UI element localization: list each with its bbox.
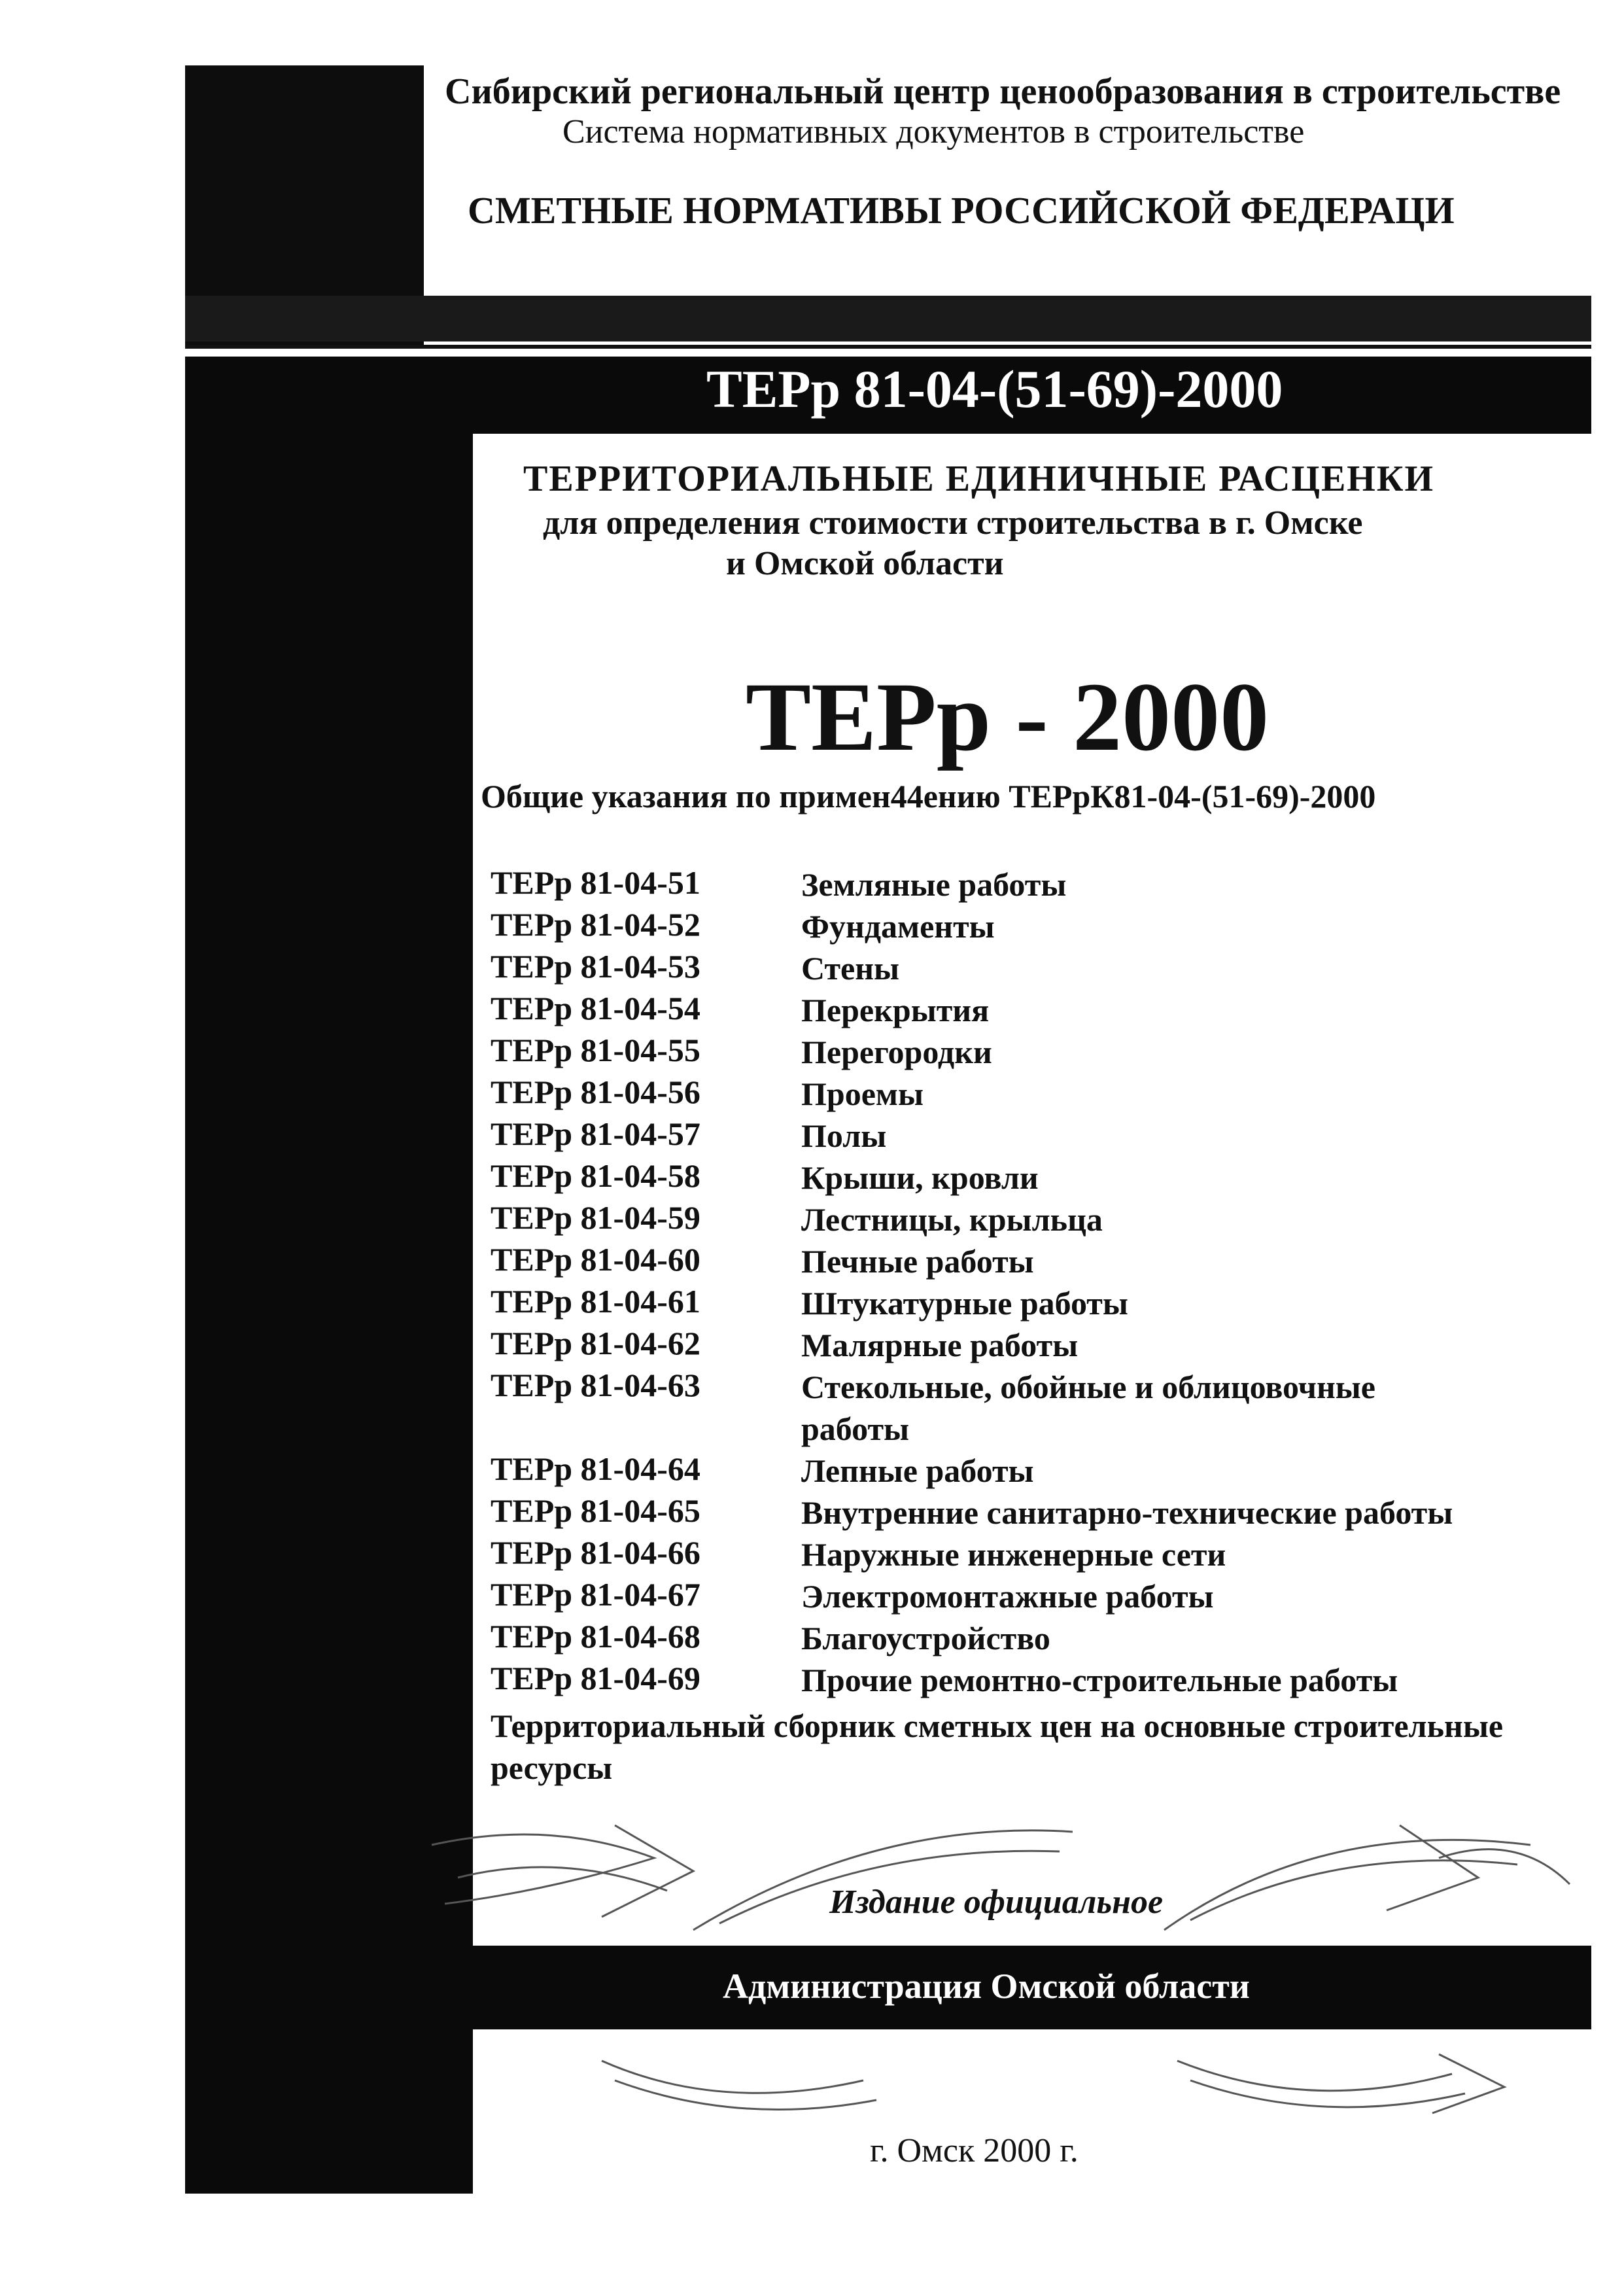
city-year: г. Омск 2000 г. (870, 2132, 1079, 2169)
item-name: Прочие ремонтно-строительные работы (801, 1662, 1398, 1698)
item-name: Земляные работы (801, 866, 1067, 903)
list-item (491, 1533, 1589, 1575)
item-name: Полы (801, 1117, 887, 1154)
list-item (491, 1115, 1589, 1157)
item-name: Стены (801, 950, 900, 987)
edition-label: Издание официальное (829, 1883, 1164, 1921)
territorial-collection: Территориальный сборник сметных цен на основные строительные ресурсы (491, 1708, 1504, 1786)
document-code-title: ТЕРр 81-04-(51-69)-2000 (706, 359, 1283, 419)
publisher-name: Администрация Омской области (723, 1967, 1250, 2006)
item-name: Внутренние санитарно-технические работы (801, 1494, 1453, 1531)
item-name: Лепные работы (801, 1452, 1034, 1489)
subtitle-line-3: и Омской области (726, 545, 1004, 582)
item-code: ТЕРр 81-04-64 (491, 1450, 700, 1487)
item-code: ТЕРр 81-04-62 (491, 1325, 700, 1361)
item-code: ТЕРр 81-04-63 (491, 1367, 700, 1403)
item-code: ТЕРр 81-04-65 (491, 1492, 700, 1529)
item-name: Штукатурные работы (801, 1285, 1128, 1322)
item-code: ТЕРр 81-04-55 (491, 1032, 700, 1068)
main-title: ТЕРр - 2000 (746, 663, 1270, 771)
list-item (491, 1073, 1589, 1115)
list-item (491, 1659, 1589, 1701)
item-name: Фундаменты (801, 908, 995, 945)
list-item (491, 947, 1589, 989)
item-code: ТЕРр 81-04-52 (491, 906, 700, 943)
list-item (491, 864, 1589, 905)
list-item (491, 1282, 1589, 1324)
item-code: ТЕРр 81-04-51 (491, 864, 700, 901)
item-name: Печные работы (801, 1243, 1034, 1280)
item-code: ТЕРр 81-04-59 (491, 1199, 700, 1236)
item-code: ТЕРр 81-04-66 (491, 1534, 700, 1571)
header-rule (185, 345, 1591, 349)
item-code: ТЕРр 81-04-67 (491, 1576, 700, 1613)
item-name: Наружные инженерные сети (801, 1536, 1226, 1573)
item-code: ТЕРр 81-04-61 (491, 1283, 700, 1320)
item-name: Крыши, кровли (801, 1159, 1039, 1196)
list-item (491, 905, 1589, 947)
item-name: Перекрытия (801, 992, 990, 1028)
list-item (491, 1492, 1589, 1533)
list-item (491, 1324, 1589, 1366)
series-title: СМЕТНЫЕ НОРМАТИВЫ РОССИЙСКОЙ ФЕДЕРАЦИ (468, 189, 1455, 232)
system-name: Система нормативных документов в строительстве (562, 113, 1305, 150)
item-code: ТЕРр 81-04-69 (491, 1660, 700, 1696)
list-item (491, 1366, 1589, 1450)
general-instructions: Общие указания по примен44ению ТЕРрК81-04-(51-69)-2000 (481, 778, 1376, 815)
item-name: Стекольные, обойные и облицовочные работы (801, 1369, 1376, 1447)
item-code: ТЕРр 81-04-58 (491, 1157, 700, 1194)
item-name: Электромонтажные работы (801, 1578, 1214, 1615)
ornament-bottom (589, 2035, 1570, 2133)
item-name: Перегородки (801, 1034, 992, 1070)
item-name: Малярные работы (801, 1327, 1079, 1363)
header-divider-bar (185, 296, 1591, 342)
item-code: ТЕРр 81-04-53 (491, 948, 700, 985)
item-name: Благоустройство (801, 1620, 1050, 1656)
item-name: Проемы (801, 1076, 924, 1112)
item-code: ТЕРр 81-04-54 (491, 990, 700, 1026)
subtitle-line-2: для определения стоимости строительства в г. Омске (543, 504, 1363, 542)
item-code: ТЕРр 81-04-60 (491, 1241, 700, 1278)
item-name: Лестницы, крыльца (801, 1201, 1103, 1238)
subtitle-heading: ТЕРРИТОРИАЛЬНЫЕ ЕДИНИЧНЫЕ РАСЦЕНКИ (523, 459, 1435, 499)
list-item (491, 1450, 1589, 1492)
list-item (491, 1031, 1589, 1073)
list-item (491, 989, 1589, 1031)
list-item (491, 1240, 1589, 1282)
list-item (491, 1157, 1589, 1199)
item-code: ТЕРр 81-04-57 (491, 1115, 700, 1152)
list-item (491, 1199, 1589, 1240)
organization-name: Сибирский региональный центр ценообразования в строительстве (445, 71, 1561, 112)
list-item (491, 1617, 1589, 1659)
item-code: ТЕРр 81-04-56 (491, 1074, 700, 1110)
item-code: ТЕРр 81-04-68 (491, 1618, 700, 1655)
list-item (491, 1575, 1589, 1617)
